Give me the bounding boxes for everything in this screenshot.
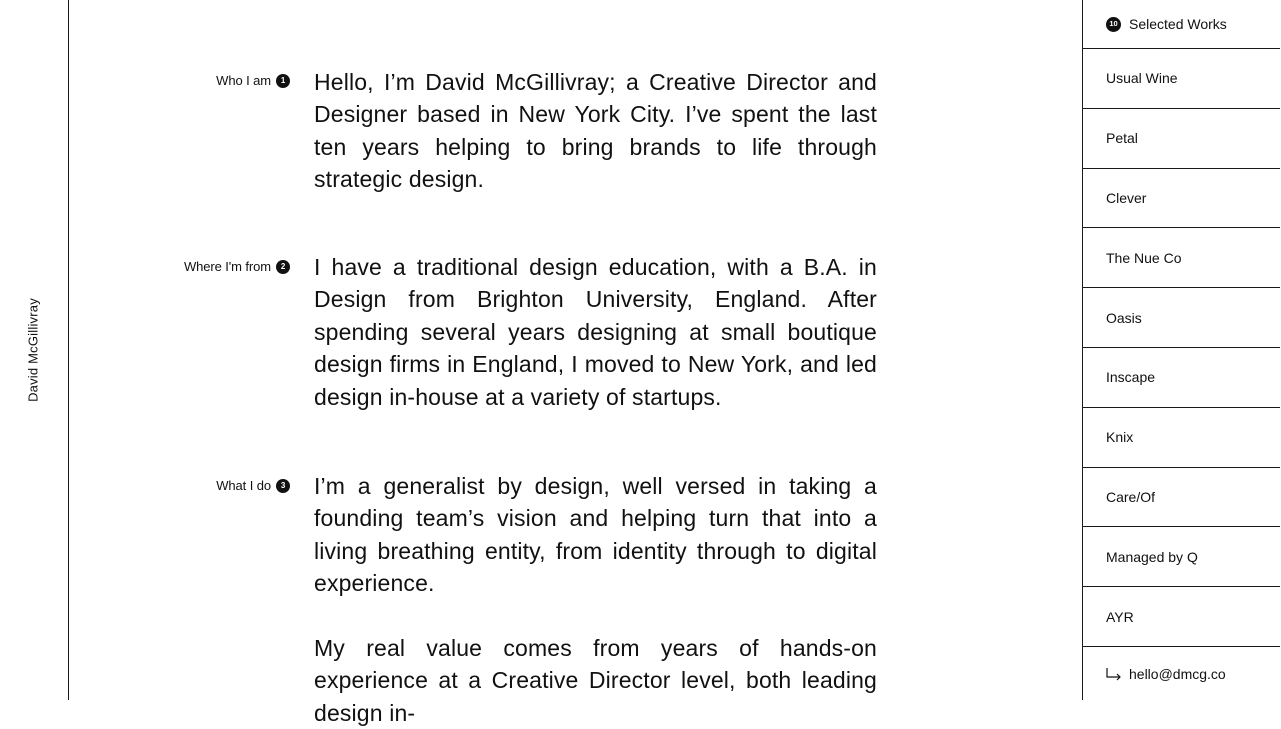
main-content (70, 0, 1082, 726)
section-label (184, 259, 290, 274)
email-link[interactable] (1083, 648, 1281, 700)
section-label-text: Who I am (216, 73, 271, 88)
work-item-usual-wine[interactable]: Usual Wine (1083, 49, 1280, 109)
section-paragraph: Hello, I’m David McGillivray; a Creative Director and Designer based in New York City. I’ve spent the last ten years helping to bring brands to life through strategic design. (314, 69, 877, 193)
work-item-managed-by-q[interactable]: Managed by Q (1083, 527, 1280, 587)
section-number-badge: 2 (276, 260, 290, 274)
section-label-text: What I do (216, 478, 271, 493)
selected-works-title: Selected Works (1129, 16, 1227, 32)
section-number-badge: 1 (276, 74, 290, 88)
selected-works-nav (1082, 0, 1280, 700)
section-label-text: Where I'm from (183, 259, 271, 274)
work-item-oasis[interactable]: Oasis (1083, 288, 1280, 348)
work-item-ayr[interactable]: AYR (1083, 587, 1280, 647)
selected-works-header[interactable] (1083, 0, 1280, 49)
work-item-clever[interactable]: Clever (1083, 169, 1280, 229)
work-item-care-of[interactable]: Care/Of (1083, 468, 1280, 528)
section-label (216, 73, 290, 88)
work-item-inscape[interactable]: Inscape (1083, 348, 1280, 408)
email-address: hello@dmcg.co (1129, 666, 1226, 682)
section-number-badge: 3 (276, 479, 290, 493)
site-name[interactable]: David McGillivray (25, 298, 41, 402)
work-item-knix[interactable]: Knix (1083, 408, 1280, 468)
section-label (216, 478, 290, 493)
section-paragraph: I have a traditional design education, with a B.A. in Design from Brighton University, England. After spending several years designing at small boutique design firms in England, I moved to New York, and led design in-house at a variety of startups. (314, 254, 877, 410)
section-paragraph: I’m a generalist by design, well versed in taking a founding team’s vision and helping turn that into a living breathing entity, from identity through to digital experience. (314, 473, 877, 597)
left-rail (0, 0, 69, 700)
works-count-badge: 10 (1106, 17, 1121, 32)
work-item-petal[interactable]: Petal (1083, 109, 1280, 169)
section-paragraph: My real value comes from years of hands-on experience at a Creative Director level, both leading design in- (314, 635, 877, 726)
work-item-the-nue-co[interactable]: The Nue Co (1083, 228, 1280, 288)
return-arrow-icon (1105, 667, 1123, 681)
